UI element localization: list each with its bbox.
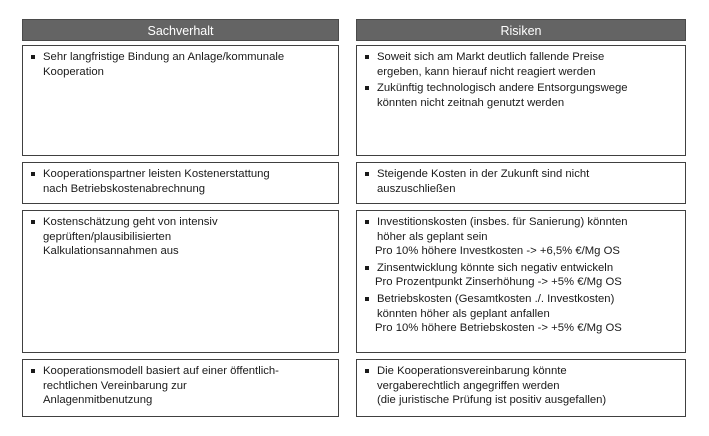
risiken-box (356, 359, 686, 417)
text-line: Kooperationsmodell basiert auf einer öffentlich- (43, 365, 279, 377)
text-line: nach Betriebskostenabrechnung (43, 182, 206, 195)
text-line: Zukünftig technologisch andere Entsorgungswege (377, 82, 628, 95)
sachverhalt-box (22, 359, 339, 417)
risiken-header: Risiken (356, 19, 686, 41)
bullet-text (43, 50, 330, 79)
text-line: Zinsentwicklung könnte sich negativ entwickeln (377, 261, 614, 274)
text-line: Kooperation (43, 65, 104, 78)
bullet-square-icon (365, 220, 369, 224)
bullet-item (363, 292, 677, 336)
bullet-text (377, 50, 677, 79)
bullet-item (363, 261, 677, 290)
bullet-square-icon (31, 220, 35, 224)
bullet-square-icon (31, 55, 35, 59)
bullet-text (377, 261, 677, 290)
bullet-square-icon (31, 369, 35, 373)
text-line: Kalkulationsannahmen aus (43, 245, 179, 258)
sachverhalt-header: Sachverhalt (22, 19, 339, 41)
risiken-column (356, 19, 686, 407)
bullet-square-icon (365, 369, 369, 373)
risiken-box (356, 210, 686, 353)
text-line: höher als geplant sein (377, 230, 488, 243)
bullet-item (29, 215, 330, 259)
bullet-square-icon (365, 86, 369, 90)
bullet-item (363, 167, 677, 196)
bullet-text (377, 167, 677, 196)
text-line: (die juristische Prüfung ist positiv ausgefallen) (377, 394, 607, 407)
text-line: könnten nicht zeitnah genutzt werden (377, 96, 565, 109)
bullet-text (43, 364, 330, 408)
text-line: Soweit sich am Markt deutlich fallende Preise (377, 51, 605, 63)
bullet-square-icon (365, 266, 369, 270)
text-line: Pro 10% höhere Betriebskosten -> +5% €/Mg OS (375, 322, 622, 335)
text-line: auszuschließen (377, 182, 456, 195)
text-line: Betriebskosten (Gesamtkosten ./. Investkosten) (377, 292, 615, 305)
text-line: rechtlichen Vereinbarung zur (43, 379, 187, 392)
bullet-item (363, 50, 677, 79)
sachverhalt-box (22, 210, 339, 353)
bullet-text (377, 81, 677, 110)
text-line: Sehr langfristige Bindung an Anlage/kommunale (43, 51, 285, 63)
risiken-box (356, 45, 686, 156)
sachverhalt-column (22, 19, 339, 407)
bullet-item (29, 364, 330, 408)
text-line: Investitionskosten (insbes. für Sanierung) könnten (377, 216, 628, 228)
bullet-text (43, 167, 330, 196)
bullet-item (29, 167, 330, 196)
text-line: Steigende Kosten in der Zukunft sind nicht (377, 168, 590, 180)
bullet-text (43, 215, 330, 259)
bullet-square-icon (365, 172, 369, 176)
sachverhalt-box (22, 45, 339, 156)
bullet-item (363, 81, 677, 110)
bullet-square-icon (31, 172, 35, 176)
text-line: Anlagenmitbenutzung (43, 394, 153, 407)
bullet-text (377, 364, 677, 408)
text-line: Kostenschätzung geht von intensiv (43, 216, 218, 228)
text-line: könnten höher als geplant anfallen (377, 307, 550, 320)
bullet-item (29, 50, 330, 79)
bullet-item (363, 215, 677, 259)
text-line: Die Kooperationsvereinbarung könnte (377, 365, 567, 377)
text-line: geprüften/plausibilisierten (43, 230, 172, 243)
bullet-square-icon (365, 55, 369, 59)
bullet-square-icon (365, 297, 369, 301)
sachverhalt-box (22, 162, 339, 204)
text-line: vergaberechtlich angegriffen werden (377, 379, 560, 392)
bullet-text (377, 292, 677, 336)
text-line: Pro 10% höhere Investkosten -> +6,5% €/Mg OS (375, 245, 620, 258)
text-line: Pro Prozentpunkt Zinserhöhung -> +5% €/Mg OS (375, 276, 622, 289)
risiken-box (356, 162, 686, 204)
bullet-text (377, 215, 677, 259)
text-line: Kooperationspartner leisten Kostenerstattung (43, 168, 270, 180)
text-line: ergeben, kann hierauf nicht reagiert werden (377, 65, 596, 78)
bullet-item (363, 364, 677, 408)
